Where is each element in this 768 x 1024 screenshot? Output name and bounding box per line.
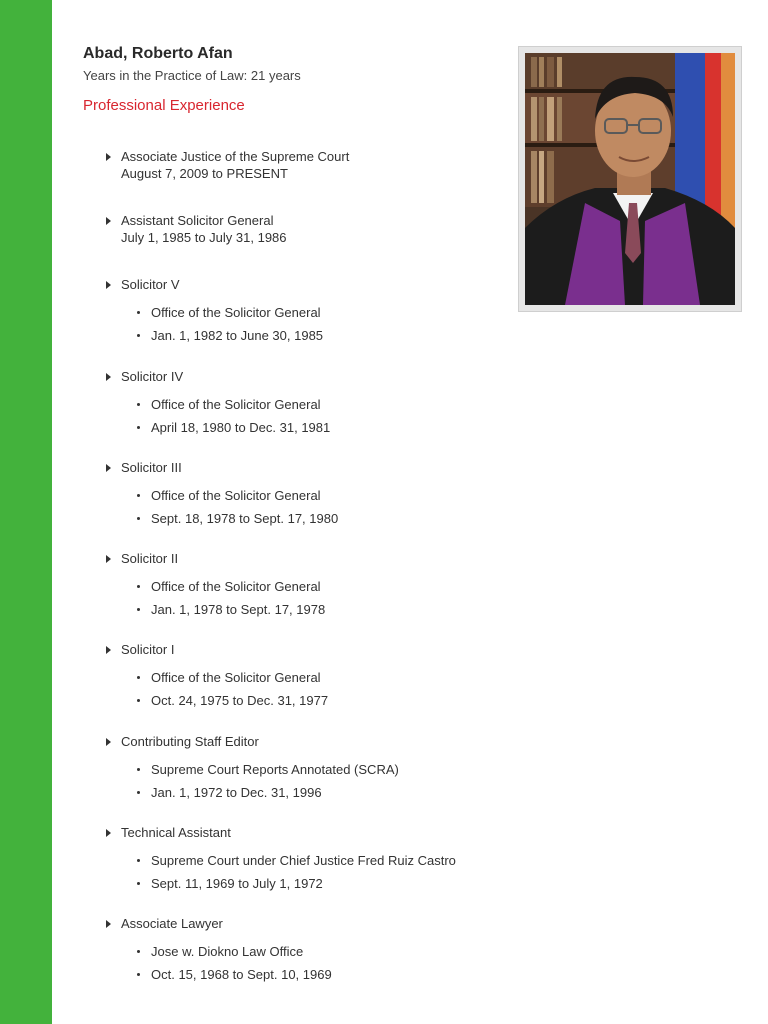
- experience-title: Solicitor V: [121, 277, 180, 292]
- experience-period: August 7, 2009 to PRESENT: [121, 166, 288, 181]
- experience-item: [104, 550, 504, 623]
- dot-bullet-icon: [137, 585, 140, 588]
- detail-item: Jose w. Diokno Law Office: [137, 943, 504, 960]
- detail-item: Sept. 18, 1978 to Sept. 17, 1980: [137, 510, 504, 527]
- detail-item: Jan. 1, 1972 to Dec. 31, 1996: [137, 784, 504, 801]
- dot-bullet-icon: [137, 791, 140, 794]
- dot-bullet-icon: [137, 859, 140, 862]
- triangle-bullet-icon: [106, 920, 111, 928]
- detail-item: Supreme Court under Chief Justice Fred Ruiz Castro: [137, 852, 504, 869]
- experience-title: Solicitor II: [121, 551, 179, 566]
- dot-bullet-icon: [137, 608, 140, 611]
- experience-item: [104, 733, 504, 806]
- triangle-bullet-icon: [106, 464, 111, 472]
- experience-item: [104, 212, 287, 246]
- experience-item: [104, 641, 504, 714]
- detail-item: Oct. 15, 1968 to Sept. 10, 1969: [137, 966, 504, 983]
- dot-bullet-icon: [137, 882, 140, 885]
- experience-title: Associate Lawyer: [121, 916, 223, 931]
- dot-bullet-icon: [137, 973, 140, 976]
- green-sidebar: [0, 0, 52, 1024]
- experience-title: Solicitor I: [121, 642, 175, 657]
- experience-item: [104, 459, 504, 532]
- detail-item: Supreme Court Reports Annotated (SCRA): [137, 761, 504, 778]
- experience-item: [104, 148, 349, 182]
- detail-item: Office of the Solicitor General: [137, 304, 504, 321]
- experience-title: Associate Justice of the Supreme Court: [121, 149, 350, 164]
- triangle-bullet-icon: [106, 555, 111, 563]
- experience-item: [104, 276, 504, 349]
- dot-bullet-icon: [137, 403, 140, 406]
- experience-period: July 1, 1985 to July 31, 1986: [121, 230, 287, 245]
- triangle-bullet-icon: [106, 153, 111, 161]
- person-name: Abad, Roberto Afan: [83, 45, 233, 62]
- detail-item: Jan. 1, 1978 to Sept. 17, 1978: [137, 601, 504, 618]
- detail-item: April 18, 1980 to Dec. 31, 1981: [137, 419, 504, 436]
- triangle-bullet-icon: [106, 281, 111, 289]
- profile-header: [83, 44, 301, 115]
- years-in-practice: Years in the Practice of Law: 21 years: [83, 68, 301, 83]
- triangle-bullet-icon: [106, 829, 111, 837]
- dot-bullet-icon: [137, 768, 140, 771]
- experience-item: [104, 915, 504, 988]
- triangle-bullet-icon: [106, 738, 111, 746]
- detail-item: Oct. 24, 1975 to Dec. 31, 1977: [137, 692, 504, 709]
- experience-item: [104, 824, 504, 897]
- dot-bullet-icon: [137, 334, 140, 337]
- detail-item: Jan. 1, 1982 to June 30, 1985: [137, 327, 504, 344]
- detail-item: Office of the Solicitor General: [137, 669, 504, 686]
- triangle-bullet-icon: [106, 646, 111, 654]
- detail-item: Office of the Solicitor General: [137, 487, 504, 504]
- experience-item: [104, 368, 504, 441]
- experience-title: Solicitor III: [121, 460, 182, 475]
- dot-bullet-icon: [137, 699, 140, 702]
- detail-item: Office of the Solicitor General: [137, 396, 504, 413]
- experience-title: Contributing Staff Editor: [121, 734, 259, 749]
- dot-bullet-icon: [137, 517, 140, 520]
- detail-item: Sept. 11, 1969 to July 1, 1972: [137, 875, 504, 892]
- dot-bullet-icon: [137, 494, 140, 497]
- experience-title: Solicitor IV: [121, 369, 184, 384]
- portrait-photo: [518, 46, 742, 312]
- experience-title: Technical Assistant: [121, 825, 231, 840]
- dot-bullet-icon: [137, 950, 140, 953]
- dot-bullet-icon: [137, 311, 140, 314]
- section-title: Professional Experience: [83, 97, 245, 114]
- portrait-illustration: [525, 53, 735, 305]
- detail-item: Office of the Solicitor General: [137, 578, 504, 595]
- experience-title: Assistant Solicitor General: [121, 213, 274, 228]
- dot-bullet-icon: [137, 676, 140, 679]
- dot-bullet-icon: [137, 426, 140, 429]
- triangle-bullet-icon: [106, 373, 111, 381]
- triangle-bullet-icon: [106, 217, 111, 225]
